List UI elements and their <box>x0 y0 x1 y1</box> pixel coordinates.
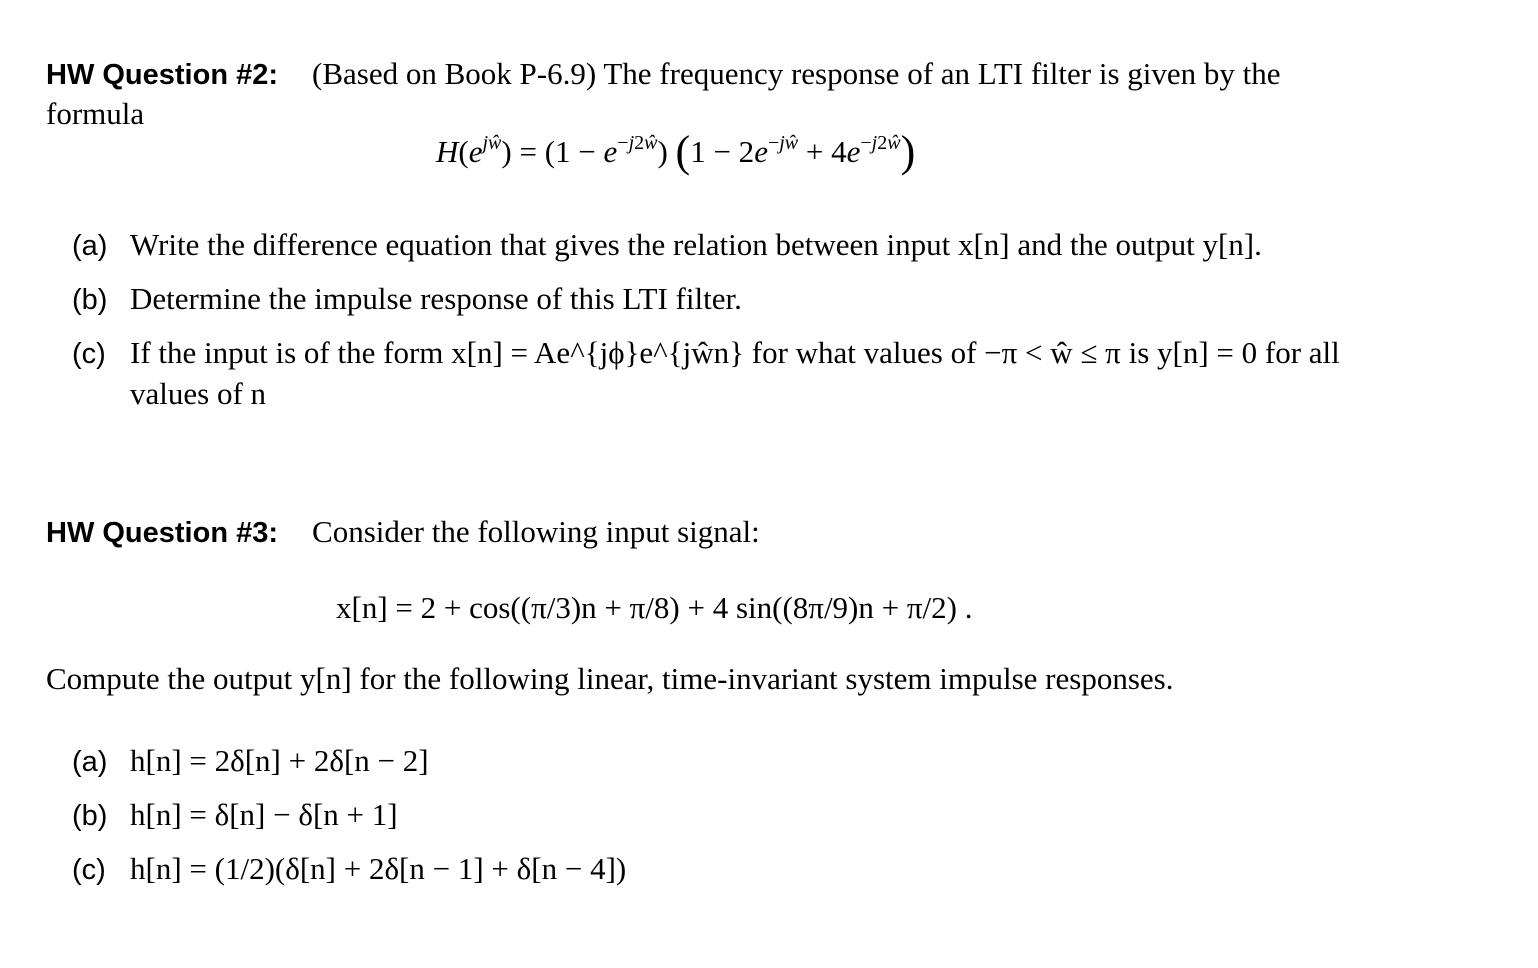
q2-item-b <box>72 281 742 318</box>
q2-item-a <box>72 227 1262 264</box>
q3-item-b-label: (b) <box>72 800 108 832</box>
q2-formula: $H(e^{jŵ}) = (1 - e^{-j2ŵ}) (1 - 2e^{-jŵ} + 4e^{-j2ŵ})$ <box>436 127 916 176</box>
q2-item-c <box>72 335 1340 372</box>
q3-item-c-text: h[n] = (1/2)(δ[n] + 2δ[n − 1] + δ[n − 4]) <box>130 851 627 886</box>
q2-intro-line2: formula <box>46 96 145 131</box>
q3-item-a <box>72 743 429 780</box>
q3-item-b-text: h[n] = δ[n] − δ[n + 1] <box>130 797 398 832</box>
q2-item-a-label: (a) <box>72 230 108 262</box>
q3-item-b <box>72 797 398 834</box>
q2-header <box>46 56 1281 93</box>
q2-item-c-label: (c) <box>72 338 106 370</box>
q2-intro-line1: (Based on Book P-6.9) The frequency response of an LTI filter is given by the <box>312 56 1281 91</box>
q2-label: HW Question #2: <box>46 59 279 91</box>
q2-item-c-text-line1: If the input is of the form x[n] = Ae^{jϕ}e^{jŵn} for what values of −π < ŵ ≤ π is y[n] = 0 for all <box>130 335 1340 370</box>
q3-label: HW Question #3: <box>46 517 279 549</box>
q2-item-b-text: Determine the impulse response of this LTI filter. <box>130 281 742 316</box>
q2-item-a-text: Write the difference equation that gives the relation between input x[n] and the output y[n]. <box>130 227 1262 262</box>
q3-signal: x[n] = 2 + cos((π/3)n + π/8) + 4 sin((8π/9)n + π/2) . <box>336 590 973 625</box>
q3-header <box>46 514 760 551</box>
q3-intro: Consider the following input signal: <box>312 514 760 549</box>
q2-item-b-label: (b) <box>72 284 108 316</box>
q3-item-c <box>72 851 626 888</box>
q3-item-a-text: h[n] = 2δ[n] + 2δ[n − 2] <box>130 743 429 778</box>
q3-instruction: Compute the output y[n] for the following linear, time-invariant system impulse responses. <box>46 661 1174 696</box>
q2-item-c-text-line2: values of n <box>130 376 267 411</box>
q3-item-a-label: (a) <box>72 746 108 778</box>
q3-item-c-label: (c) <box>72 854 106 886</box>
